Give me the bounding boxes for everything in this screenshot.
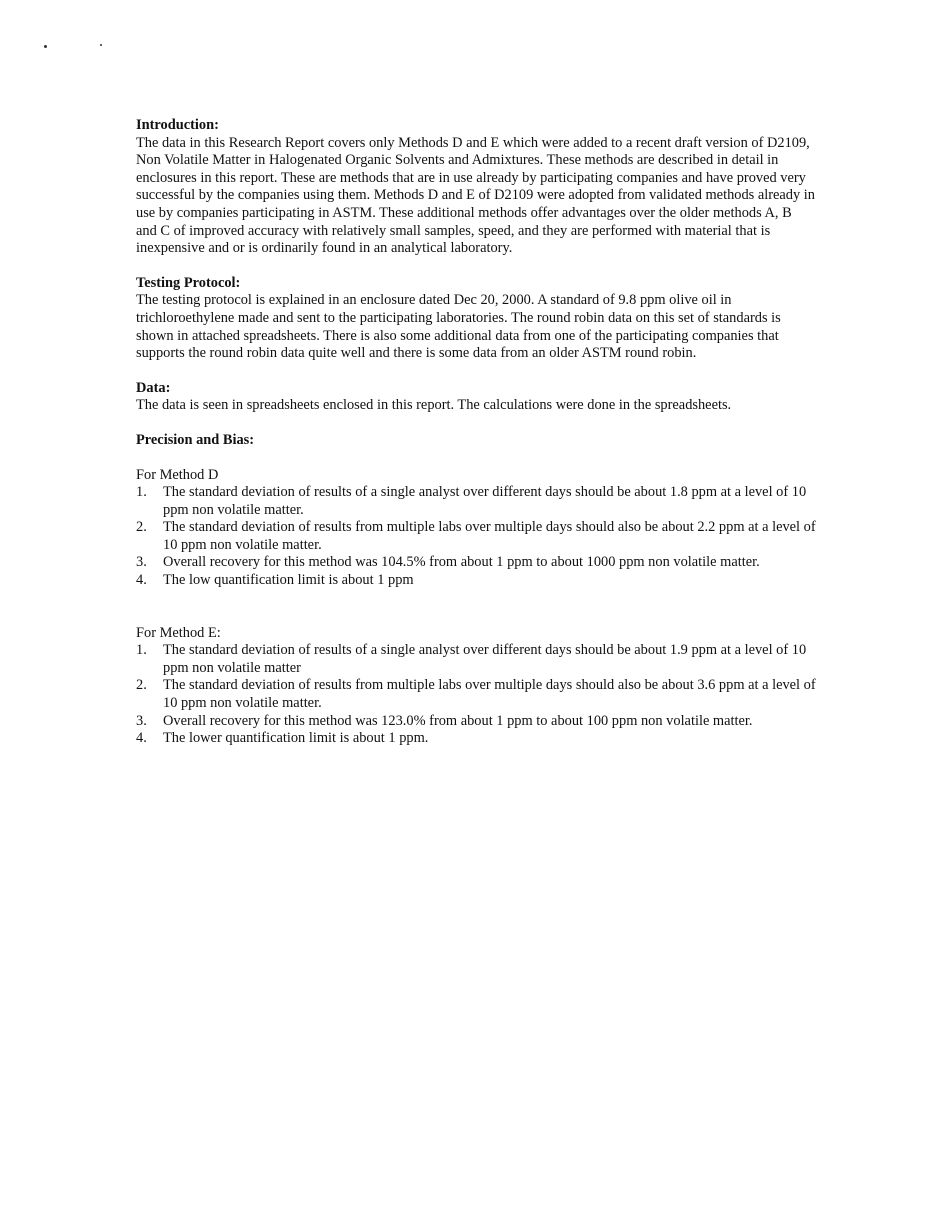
list-item-number: 2.: [136, 519, 147, 536]
data-section: [136, 380, 816, 415]
testing-protocol-body: The testing protocol is explained in an enclosure dated Dec 20, 2000. A standard of 9.8 ppm olive oil in trichloroethylene made and sent to the participating laboratories. The round robin data on this set of standards is shown in attached spreadsheets. There is also some additional data from one of the participating companies that supports the round robin data quite well and there is some data from an older ASTM round robin.: [136, 292, 781, 362]
method-e-list: [136, 642, 816, 748]
list-item: [136, 572, 816, 590]
data-heading: Data:: [136, 379, 171, 396]
list-item-text: The standard deviation of results from multiple labs over multiple days should also be about 2.2 ppm at a level of 10 ppm non volatile matter.: [163, 519, 816, 553]
list-item: [136, 519, 816, 554]
list-item: [136, 484, 816, 519]
list-item-text: The lower quantification limit is about 1 ppm.: [163, 730, 429, 747]
testing-protocol-section: [136, 275, 816, 363]
list-item: [136, 554, 816, 572]
list-item-text: The standard deviation of results from multiple labs over multiple days should also be about 3.6 ppm at a level of 10 ppm non volatile matter.: [163, 677, 816, 712]
list-item-number: 2.: [136, 677, 147, 694]
list-item-number: 3.: [136, 554, 147, 571]
testing-protocol-heading: Testing Protocol:: [136, 274, 241, 291]
introduction-body: The data in this Research Report covers only Methods D and E which were added to a recent draft version of D2109, Non Volatile Matter in Halogenated Organic Solvents and Admixtures. These methods are described in detail in enclosures in this report. These are methods that are in use already by participating companies and have proved very successful by the companies using them. Methods D and E of D2109 were adopted from validated methods already in use by companies participating in ASTM. These additional methods offer advantages over the older methods A, B and C of improved accuracy with relatively small samples, speed, and they are performed with material that is inexpensive and or is ordinarily found in an analytical laboratory.: [136, 134, 815, 257]
method-d-label: For Method D: [136, 466, 219, 483]
list-item: [136, 713, 816, 731]
scan-speck: [44, 45, 47, 48]
list-item-number: 4.: [136, 572, 147, 589]
scan-speck: [100, 44, 102, 46]
list-item-text: Overall recovery for this method was 123.0% from about 1 ppm to about 100 ppm non volatile matter.: [163, 712, 753, 729]
method-d-list: [136, 484, 816, 590]
list-item: [136, 730, 816, 748]
list-item-text: Overall recovery for this method was 104.5% from about 1 ppm to about 1000 ppm non volatile matter.: [163, 554, 760, 571]
list-item-number: 1.: [136, 484, 147, 501]
list-item-text: The low quantification limit is about 1 ppm: [163, 572, 414, 589]
data-body: The data is seen in spreadsheets enclosed in this report. The calculations were done in the spreadsheets.: [136, 397, 732, 414]
list-item-number: 4.: [136, 730, 147, 747]
method-e-label: For Method E:: [136, 624, 221, 641]
list-item-text: The standard deviation of results of a single analyst over different days should be about 1.8 ppm at a level of 10 ppm non volatile matter.: [163, 484, 807, 518]
list-item-number: 3.: [136, 712, 147, 729]
list-item-number: 1.: [136, 642, 147, 659]
list-item-text: The standard deviation of results of a single analyst over different days should be about 1.9 ppm at a level of 10 ppm non volatile matter: [163, 642, 807, 676]
report-page: [136, 117, 816, 748]
list-item: [136, 677, 816, 712]
list-item: [136, 642, 816, 677]
introduction-section: [136, 117, 816, 258]
precision-bias-heading: Precision and Bias:: [136, 431, 255, 448]
precision-bias-section: [136, 432, 816, 748]
introduction-heading: Introduction:: [136, 117, 219, 133]
